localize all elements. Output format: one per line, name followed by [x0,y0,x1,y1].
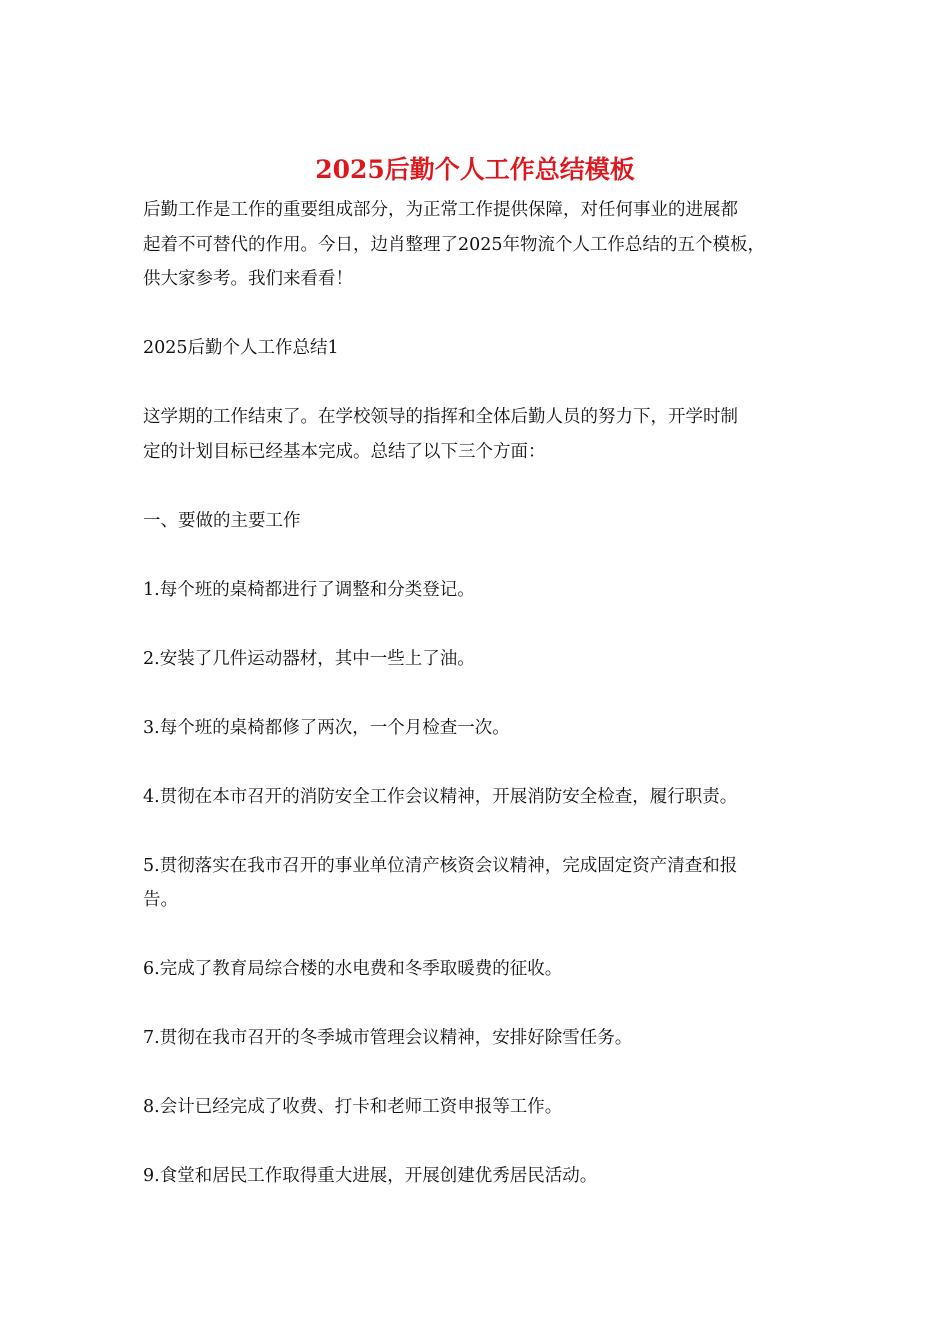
paragraph-gap [143,918,810,953]
paragraph-line-2: 定的计划目标已经基本完成。总结了以下三个方面： [143,441,546,462]
list-item-3: 3.每个班的桌椅都修了两次，一个月检查一次。 [143,717,510,738]
section-heading: 2025后勤个人工作总结1 [143,338,339,358]
paragraph-gap [143,987,810,1022]
list-item-5-line-2: 告。 [143,890,178,910]
paragraph-gap [143,297,810,332]
paragraph-gap [143,745,810,780]
intro-line-3: 供大家参考。我们来看看！ [143,269,353,289]
paragraph-gap [143,607,810,642]
list-item-1: 1.每个班的桌椅都进行了调整和分类登记。 [143,579,475,600]
paragraph-gap [143,538,810,573]
paragraph-gap [143,1056,810,1091]
list-item-6: 6.完成了教育局综合楼的水电费和冬季取暖费的征收。 [143,959,563,979]
paragraph-gap [143,676,810,711]
list-item-7: 7.贯彻在我市召开的冬季城市管理会议精神，安排好除雪任务。 [143,1028,633,1048]
document-body [143,193,810,1194]
list-item-2: 2.安装了几件运动器材，其中一些上了油。 [143,648,475,669]
intro-line-1: 后勤工作是工作的重要组成部分，为正常工作提供保障，对任何事业的进展都 [143,200,738,220]
document-title: 2025后勤个人工作总结模板 [315,155,635,184]
intro-line-2: 起着不可替代的作用。今日，边肖整理了2025年物流个人工作总结的五个模板， [143,234,766,255]
paragraph-gap [143,814,810,849]
list-item-5-line-1: 5.贯彻落实在我市召开的事业单位清产核资会议精神，完成固定资产清查和报 [143,855,738,876]
list-item-4: 4.贯彻在本市召开的消防安全工作会议精神，开展消防安全检查，履行职责。 [143,786,738,807]
list-item-8: 8.会计已经完成了收费、打卡和老师工资申报等工作。 [143,1097,563,1117]
subheading: 一、要做的主要工作 [143,510,301,531]
list-item-9: 9.食堂和居民工作取得重大进展，开展创建优秀居民活动。 [143,1166,598,1186]
paragraph-gap [143,1125,810,1160]
paragraph-gap [143,469,810,504]
paragraph-gap [143,366,810,401]
paragraph-line-1: 这学期的工作结束了。在学校领导的指挥和全体后勤人员的努力下，开学时制 [143,407,738,427]
